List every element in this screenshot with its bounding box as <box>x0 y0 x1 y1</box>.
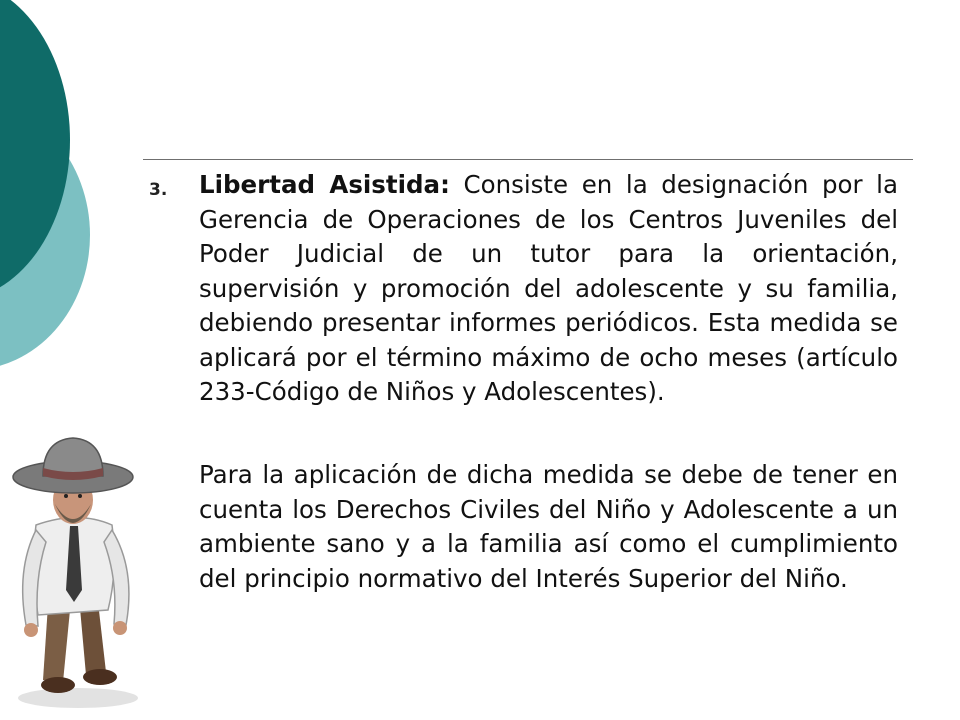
cartoon-man-figure <box>8 430 143 715</box>
term-heading: Libertad Asistida: <box>199 170 450 199</box>
term-definition: Consiste en la designación por la Gerencia de Operaciones de los Centros Juveniles del Poder Judicial de un tutor para la orientación, supervisión y promoción del adolescente y su familia, debiendo presentar informes periódicos. Esta medida se aplicará por el término máximo de ocho meses (artículo 233-Código de Niños y Adolescentes). <box>199 170 899 406</box>
title-divider <box>143 159 913 160</box>
list-item-paragraph <box>199 168 898 410</box>
body-paragraph: Para la aplicación de dicha medida se debe de tener en cuenta los Derechos Civiles del Niño y Adolescente a un ambiente sano y a la familia así como el cumplimiento del principio normativo del Interés Superior del Niño. <box>199 460 898 593</box>
list-item-number: 3. <box>149 180 168 200</box>
